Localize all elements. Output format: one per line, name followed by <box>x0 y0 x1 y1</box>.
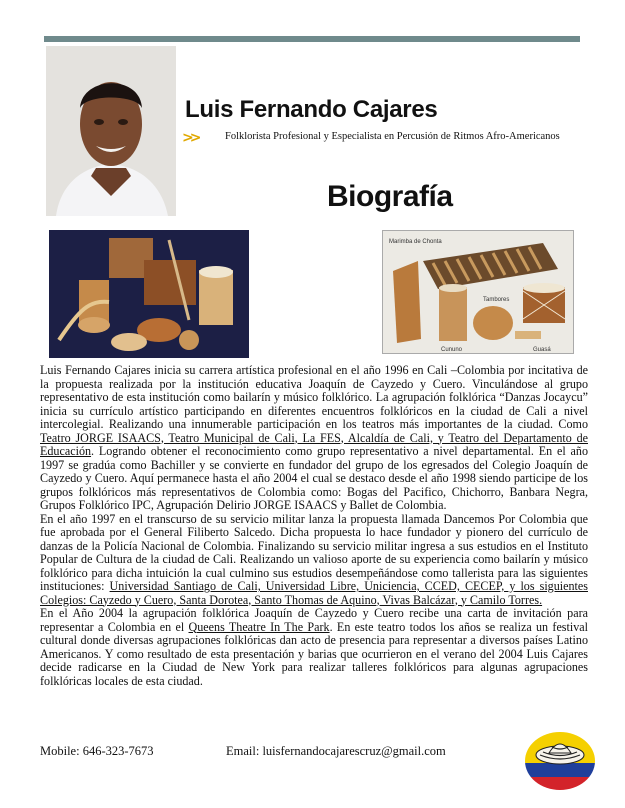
top-rule <box>44 36 580 42</box>
instruments-diagram <box>382 230 574 354</box>
person-name: Luis Fernando Cajares <box>185 96 438 123</box>
colombian-hat-logo <box>523 727 597 791</box>
arrow-bullet-icon: >> <box>182 130 198 146</box>
bio-p1-text-b: . Logrando obtener el reconocimiento como grupo representativo a nivel departamental. En el año 1997 se gradúa como Bachiller y se convierte en fundador del grupo de los egresados del Colegio Joaquín de Cayzedo y Cuero. Aquí permanece hasta el año 2004 el cual se destaco desde el año 1998 siendo participe de los grupos folklóricos más representativos de Colombia como: Bogas del Pacifico, Chichorro, Banbara Negra, Grupos Folklórico IPC, Agrupación Delirio JORGE ISAACS y Ballet de Colombia. <box>40 444 588 512</box>
bio-p1-venues-link[interactable]: Teatro JORGE ISAACS, Teatro Municipal de Cali, La FES, Alcaldía de Cali, y Teatro del Departamento de Educación <box>40 430 588 458</box>
person-subtitle: Folklorista Profesional y Especialista en Percusión de Ritmos Afro-Americanos <box>225 131 560 142</box>
bio-paragraph-1 <box>40 364 588 513</box>
bio-p3-text-b: . En este teatro todos los años se realiza un festival cultural donde diversas agrupaciones folklóricas dan acto de presencia para representar a diversos países Latino Americanos. Y como resultado de esta presentación y barias que ocurrieron en el verano del 2004 Luis Cajares decide radicarse en la Ciudad de New York para realizar talleres folklóricos para algunas agrupaciones folklóricas locales de esta ciudad. <box>40 619 589 688</box>
bio-p3-text-a: En el Año 2004 la agrupación folklórica Joaquín de Cayzedo y Cuero recibe una carta de invitación para representar a Colombia en el <box>40 606 588 634</box>
label-marimba: Marimba de Chonta <box>389 239 442 245</box>
bio-paragraph-3 <box>40 607 588 688</box>
label-guasa: Guasá <box>533 347 551 353</box>
label-cununo: Cununo <box>441 347 463 353</box>
bio-p2-institutions-link[interactable]: Universidad Santiago de Cali, Universidad Libre, Uniciencia, CCED, CECEP, y los siguientes Colegios: Cayzedo y Cuero, Santa Dorotea, Santo Thomas de Aquino, Vivas Balcázar, y Camilo Torres. <box>40 579 588 607</box>
bio-p3-theatre-link[interactable]: Queens Theatre In The Park <box>188 619 330 634</box>
page-heading: Biografía <box>327 180 453 213</box>
instruments-photo <box>49 230 249 358</box>
bio-paragraph-2 <box>40 513 588 608</box>
bio-p2-text-a: En el año 1997 en el transcurso de su servicio militar lanza la propuesta llamada Dancemos Por Colombia que fue aprobada por el General Filiberto Salcedo. Dicha propuesta lo hace fundador y pionero del currículo de danzas de la Policía Nacional de Colombia. Finalizando su servicio militar ingresa a sus estudios en el Instituto Popular de Cultura de la ciudad de Cali. Realizando un valioso aporte de su experiencia como bailarín y músico folklórico para dicha intuición la cual culmino sus estudios desempeñándose como tallerista para las siguientes instituciones: <box>40 511 588 593</box>
portrait-photo <box>46 46 176 216</box>
footer-email[interactable]: Email: luisfernandocajarescruz@gmail.com <box>226 744 446 758</box>
bio-p1-text-a: Luis Fernando Cajares inicia su carrera artística profesional en el año 1996 en Cali –Colombia por incitativa de la propuesta realizada por la institución educativa Joaquín de Cayzedo y Cuero. Vinculándose al grupo representativo de esta institución como bailarín y músico folklórico. La agrupación folklórica “Danzas Jocaycu” inicia su currículo artístico participando en diferentes encuentros folklóricos en la ciudad de Cali a nivel intercolegial. Realizando una innumerable participación en los teatros más importantes de la ciudad. Como <box>40 363 588 431</box>
label-tambores: Tambores <box>483 297 510 303</box>
footer-mobile: Mobile: 646-323-7673 <box>40 744 154 758</box>
biography-text <box>40 364 588 688</box>
